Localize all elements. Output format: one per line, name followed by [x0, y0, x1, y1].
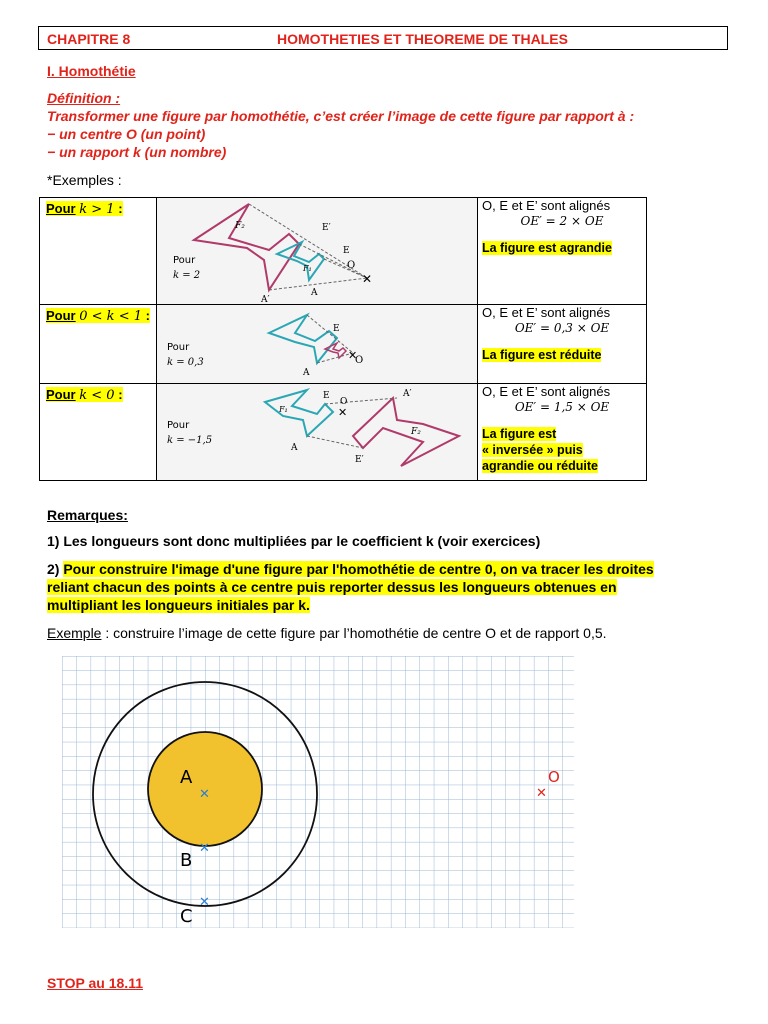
definition-item: − un rapport k (un nombre) — [47, 144, 227, 160]
equation: OE′ = 2 × OE — [520, 214, 604, 228]
examples-table — [39, 197, 647, 481]
pour-label: Pour — [46, 201, 76, 216]
result-line: « inversée » puis — [482, 443, 583, 457]
result-cell — [478, 305, 647, 384]
exemple-text: : construire l’image de cette figure par l’homothétie de centre O et de rapport 0,5. — [101, 625, 607, 641]
remark-1: 1) Les longueurs sont donc multipliées par le coefficient k (voir exercices) — [47, 533, 541, 549]
examples-label: *Exemples : — [47, 172, 122, 188]
aligned-text: O, E et E’ sont alignés — [482, 384, 611, 399]
point-e: E — [323, 391, 330, 401]
condition-cell — [40, 198, 157, 305]
o-marker: ✕ — [348, 349, 358, 362]
fig-pour: Pour — [173, 255, 196, 266]
label-f1: F₁ — [303, 264, 312, 273]
condition: k > 1 — [79, 202, 115, 217]
figure-cell — [157, 305, 478, 384]
o-marker: ✕ — [362, 272, 373, 286]
remark-2-line-2 — [47, 578, 617, 596]
result-text: La figure est agrandie — [482, 241, 612, 255]
condition: k < 0 — [79, 388, 115, 403]
figure-cell — [157, 384, 478, 481]
point-a: A — [291, 443, 298, 453]
equation: OE′ = 0,3 × OE — [514, 321, 610, 335]
point-o: O — [347, 260, 356, 271]
result-cell — [478, 198, 647, 305]
result-line: agrandie ou réduite — [482, 459, 598, 473]
fig-pour: Pour — [167, 420, 190, 431]
point-o-cross: ✕ — [536, 786, 547, 801]
point-a-label: A — [180, 767, 193, 788]
fig-k: k = −1,5 — [167, 435, 213, 446]
label-f2: F₂ — [235, 221, 245, 231]
exemple-line — [47, 624, 607, 642]
equation: OE′ = 1,5 × OE — [514, 400, 610, 414]
remarks-title: Remarques: — [47, 507, 128, 523]
definition-item: − un centre O (un point) — [47, 126, 206, 142]
remark-2-text: multipliant les longueurs initiales par k. — [47, 597, 310, 613]
remark-2-line-1 — [47, 560, 654, 578]
remark-2-text: reliant chacun des points à ce centre puis reporter dessus les longueurs obtenues en — [47, 579, 617, 595]
figure-reduced — [157, 305, 477, 383]
sep: : — [118, 387, 123, 402]
aligned-text: O, E et E’ sont alignés — [482, 305, 611, 320]
pour-label: Pour — [46, 387, 76, 402]
definition-label: Définition : — [47, 90, 121, 106]
remark-2-line-3 — [47, 596, 310, 614]
point-e-prime: E′ — [322, 223, 331, 233]
point-e: E — [333, 324, 340, 334]
sep: : — [145, 308, 150, 323]
point-a-cross: ✕ — [199, 787, 210, 802]
result-line: La figure est — [482, 427, 557, 441]
footer-stop: STOP au 18.11 — [47, 975, 143, 991]
table-row — [40, 198, 647, 305]
point-a: A — [311, 288, 318, 298]
result-text: La figure est réduite — [482, 348, 602, 362]
sep: : — [118, 201, 123, 216]
point-a: A — [303, 368, 310, 378]
condition: 0 < k < 1 — [79, 309, 142, 324]
exemple-label: Exemple — [47, 625, 102, 641]
point-o-label: O — [548, 768, 560, 786]
point-o: O — [340, 397, 348, 407]
point-b-label: B — [180, 850, 193, 871]
remark-2-number: 2) — [47, 561, 60, 577]
point-a-prime: A′ — [261, 295, 270, 304]
point-e: E — [343, 246, 350, 256]
condition-cell — [40, 305, 157, 384]
fig-k: k = 2 — [173, 270, 201, 281]
figure-inverted — [157, 384, 477, 480]
fig-k: k = 0,3 — [167, 357, 204, 368]
point-a-prime: A′ — [403, 389, 412, 399]
aligned-text: O, E et E’ sont alignés — [482, 198, 611, 213]
grid-figure — [62, 656, 574, 928]
chapter-header — [38, 26, 728, 50]
label-f2: F₂ — [411, 427, 421, 437]
point-c-cross: ✕ — [199, 895, 210, 910]
table-row — [40, 384, 647, 481]
table-row — [40, 305, 647, 384]
point-e-prime: E′ — [355, 455, 364, 465]
o-marker: ✕ — [338, 406, 348, 419]
pour-label: Pour — [46, 308, 76, 323]
figure-enlarged — [157, 198, 477, 304]
result-cell — [478, 384, 647, 481]
label-f1: F₁ — [279, 405, 288, 414]
point-b-cross: ✕ — [199, 841, 210, 856]
fig-pour: Pour — [167, 342, 190, 353]
section-title: I. Homothétie — [47, 63, 136, 79]
chapter-title: HOMOTHETIES ET THEOREME DE THALES — [277, 31, 568, 47]
figure-cell — [157, 198, 478, 305]
condition-cell — [40, 384, 157, 481]
point-c-label: C — [180, 906, 193, 927]
point-o: O — [355, 355, 364, 366]
remark-2-text: Pour construire l'image d'une figure par l'homothétie de centre 0, on va tracer les droites — [63, 561, 654, 577]
definition-text: Transformer une figure par homothétie, c’est créer l’image de cette figure par rapport à : — [47, 108, 635, 124]
chapter-number: CHAPITRE 8 — [47, 31, 131, 47]
